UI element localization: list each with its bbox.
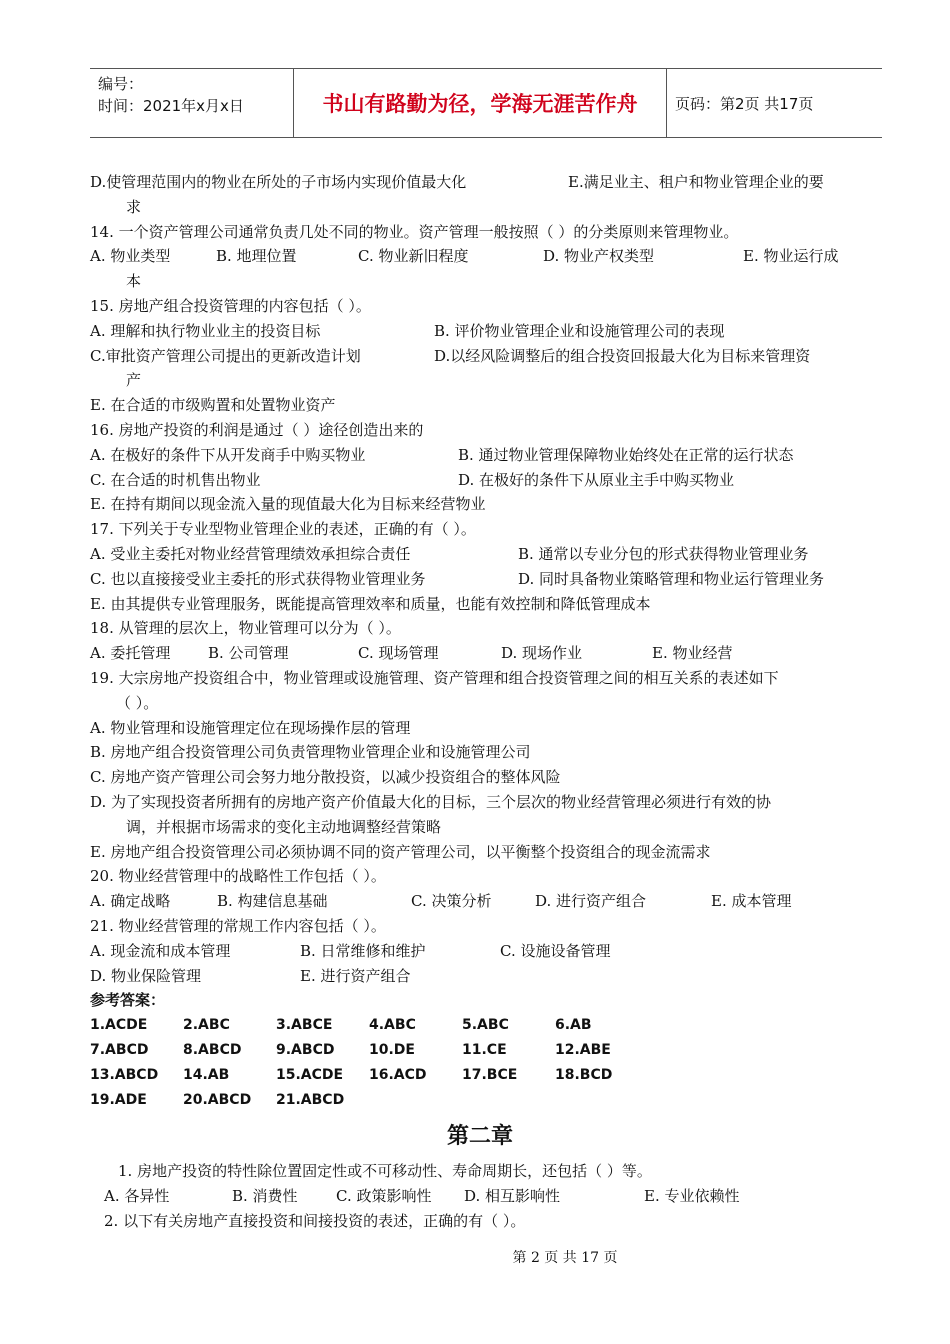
option-e: E. 专业依赖性: [644, 1186, 740, 1205]
code-label: 编号：: [98, 75, 144, 93]
answer-item: 10.DE: [369, 1042, 415, 1059]
page-header: [90, 68, 882, 138]
question-15: 15. 房地产组合投资管理的内容包括（ ）。: [90, 296, 371, 315]
answer-item: 14.AB: [183, 1067, 230, 1084]
question-20: 20. 物业经营管理中的战略性工作包括（ ）。: [90, 867, 386, 886]
option-a: A. 物业管理和设施管理定位在现场操作层的管理: [90, 718, 411, 737]
option-c: C. 物业新旧程度: [358, 247, 469, 266]
option-c: C. 在合适的时机售出物业: [90, 470, 261, 489]
options-17: [90, 542, 870, 567]
option-b: B. 通过物业管理保障物业始终处在正常的运行状态: [458, 445, 794, 464]
option-d: D. 为了实现投资者所拥有的房地产资产价值最大化的目标，三个层次的物业经营管理必须进行有效的协: [90, 792, 772, 811]
option-e: E. 房地产组合投资管理公司必须协调不同的资产管理公司，以平衡整个投资组合的现金流需求: [90, 842, 711, 861]
option-b: B. 通常以专业分包的形式获得物业管理业务: [518, 544, 809, 563]
option-e: E. 物业经营: [652, 644, 733, 663]
option-e: E.满足业主、租户和物业管理企业的要: [568, 173, 824, 191]
option-b: B. 消费性: [232, 1186, 298, 1205]
option-a: A. 受业主委托对物业经营管理绩效承担综合责任: [90, 544, 411, 563]
option-c: C. 政策影响性: [336, 1186, 432, 1205]
option-d: D. 相互影响性: [464, 1186, 561, 1205]
answer-row: [90, 1013, 870, 1038]
answer-item: 21.ABCD: [276, 1092, 345, 1109]
question-18: 18. 从管理的层次上，物业管理可以分为（ ）。: [90, 619, 401, 638]
answer-item: 4.ABC: [369, 1017, 416, 1034]
ch2-question-1: 1. 房地产投资的特性除位置固定性或不可移动性、寿命周期长，还包括（ ）等。: [118, 1162, 652, 1181]
answer-item: 5.ABC: [462, 1017, 509, 1034]
answer-item: 7.ABCD: [90, 1042, 149, 1059]
option-c: C. 也以直接接受业主委托的形式获得物业管理业务: [90, 569, 426, 588]
option-b: B. 日常维修和维护: [300, 941, 426, 960]
options-16: [90, 468, 870, 493]
chapter-2-content: [90, 1159, 870, 1233]
ch2-question-2: 2. 以下有关房地产直接投资和间接投资的表述，正确的有（ ）。: [104, 1211, 526, 1230]
options-15: [90, 319, 870, 344]
option-d: D.使管理范围内的物业在所处的子市场内实现价值最大化: [90, 173, 467, 191]
option-d: D.以经风险调整后的组合投资回报最大化为目标来管理资: [434, 346, 811, 365]
option-d: D. 物业保险管理: [90, 966, 202, 985]
question-16: 16. 房地产投资的利润是通过（ ）途径创造出来的: [90, 420, 424, 439]
options-20: [90, 889, 870, 914]
continuation: （ ）。: [116, 693, 159, 712]
answer-row: [90, 1063, 870, 1088]
question-21: 21. 物业经营管理的常规工作内容包括（ ）。: [90, 916, 386, 935]
question-19: 19. 大宗房地产投资组合中，物业管理或设施管理、资产管理和组合投资管理之间的相互关系的表述如下: [90, 668, 779, 687]
continuation: 调，并根据市场需求的变化主动地调整经营策略: [126, 817, 442, 836]
option-d: D. 物业产权类型: [543, 247, 655, 266]
option-c: C. 现场管理: [358, 644, 439, 663]
answer-grid: [90, 1013, 870, 1113]
option-b: B. 房地产组合投资管理公司负责管理物业管理企业和设施管理公司: [90, 743, 531, 762]
continuation: 产: [126, 371, 142, 390]
option-e: E. 在合适的市级购置和处置物业资产: [90, 396, 336, 415]
option-d: D. 进行资产组合: [535, 892, 647, 911]
option-e: E. 成本管理: [711, 892, 792, 911]
answer-item: 16.ACD: [369, 1067, 427, 1084]
option-b: B. 地理位置: [216, 247, 297, 266]
answer-item: 2.ABC: [183, 1017, 230, 1034]
option-b: B. 评价物业管理企业和设施管理公司的表现: [434, 321, 725, 340]
time-label: 时间：2021年x月x日: [98, 97, 244, 115]
option-c: C. 设施设备管理: [500, 941, 611, 960]
answer-item: 13.ABCD: [90, 1067, 159, 1084]
options-18: [90, 641, 870, 666]
option-e: E. 进行资产组合: [300, 966, 411, 985]
chapter-title: 第二章: [446, 1124, 513, 1150]
continuation: 本: [126, 272, 142, 291]
answers-title: 参考答案：: [90, 991, 166, 1010]
answer-item: 3.ABCE: [276, 1017, 333, 1034]
answer-item: 17.BCE: [462, 1067, 518, 1084]
option-a: A. 现金流和成本管理: [90, 941, 231, 960]
continuation: 求: [126, 197, 142, 216]
answer-item: 19.ADE: [90, 1092, 147, 1109]
question-14: 14. 一个资产管理公司通常负责几处不同的物业。资产管理一般按照（ ）的分类原则来管理物业。: [90, 222, 739, 241]
options-17: [90, 567, 870, 592]
options-21: [90, 964, 870, 989]
option-c: C. 房地产资产管理公司会努力地分散投资，以减少投资组合的整体风险: [90, 768, 561, 787]
option-a: A. 各异性: [104, 1186, 170, 1205]
option-b: B. 公司管理: [208, 644, 289, 663]
answer-item: 15.ACDE: [276, 1067, 344, 1084]
options-14: [90, 244, 870, 269]
options-16: [90, 443, 870, 468]
option-d: D. 现场作业: [501, 644, 583, 663]
header-meta: [98, 73, 293, 117]
answer-row: [90, 1038, 870, 1063]
options-15: [90, 344, 870, 369]
question-17: 17. 下列关于专业型物业管理企业的表述，正确的有（ ）。: [90, 520, 476, 539]
option-d: D. 同时具备物业策略管理和物业运行管理业务: [518, 569, 825, 588]
header-motto: 书山有路勤为径，学海无涯苦作舟: [293, 69, 667, 137]
option-e: E. 由其提供专业管理服务，既能提高管理效率和质量，也能有效控制和降低管理成本: [90, 594, 651, 613]
option-b: B. 构建信息基础: [217, 892, 328, 911]
answer-item: 6.AB: [555, 1017, 592, 1034]
options-21: [90, 939, 870, 964]
header-page-info: 页码：第2页 共17页: [675, 94, 814, 113]
option-e: E. 物业运行成: [743, 247, 839, 266]
option-a: A. 理解和执行物业业主的投资目标: [90, 321, 321, 340]
page-footer: 第 2 页 共 17 页: [512, 1250, 618, 1266]
answer-item: 20.ABCD: [183, 1092, 252, 1109]
option-c: C.审批资产管理公司提出的更新改造计划: [90, 346, 361, 365]
document-body: [90, 170, 870, 1233]
answer-item: 8.ABCD: [183, 1042, 242, 1059]
option-row: [90, 170, 870, 195]
answer-item: 18.BCD: [555, 1067, 613, 1084]
option-d: D. 在极好的条件下从原业主手中购买物业: [458, 470, 735, 489]
option-a: A. 委托管理: [90, 644, 171, 663]
ch2-options-1: [104, 1184, 870, 1209]
option-a: A. 物业类型: [90, 247, 171, 266]
answer-item: 1.ACDE: [90, 1017, 148, 1034]
answer-item: 12.ABE: [555, 1042, 611, 1059]
option-a: A. 在极好的条件下从开发商手中购买物业: [90, 445, 366, 464]
option-e: E. 在持有期间以现金流入量的现值最大化为目标来经营物业: [90, 495, 486, 514]
answer-item: 9.ABCD: [276, 1042, 335, 1059]
answer-item: 11.CE: [462, 1042, 507, 1059]
option-a: A. 确定战略: [90, 892, 171, 911]
answer-row: [90, 1088, 870, 1113]
option-c: C. 决策分析: [411, 892, 492, 911]
